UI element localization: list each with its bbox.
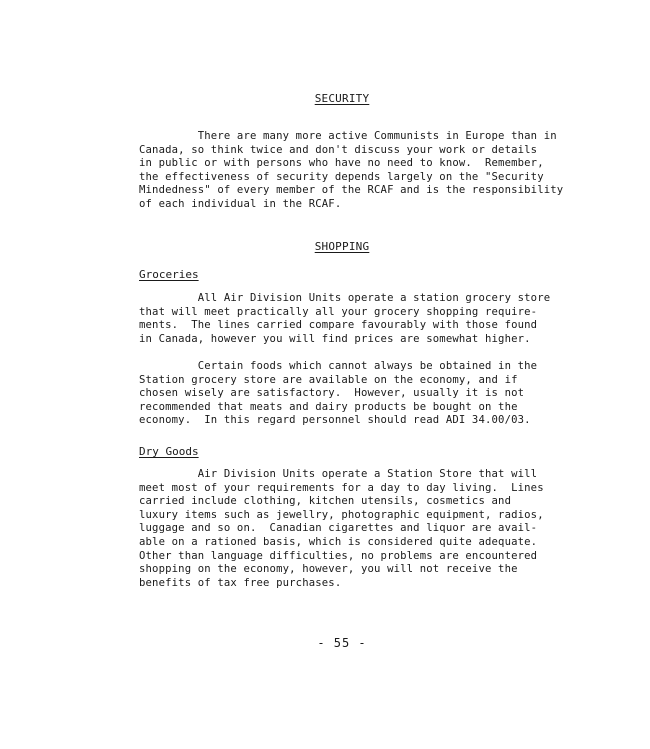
text-line: luxury items such as jewellry, photographic equipment, radios, bbox=[139, 508, 544, 521]
text-line: Certain foods which cannot always be obtained in the bbox=[139, 360, 538, 372]
shopping-heading: SHOPPING bbox=[314, 240, 370, 253]
text-line: economy. In this regard personnel should read ADI 34.00/03. bbox=[139, 414, 531, 427]
security-paragraph bbox=[139, 130, 579, 212]
text-line: that will meet practically all your grocery shopping require- bbox=[139, 305, 538, 318]
text-line: Other than language difficulties, no problems are encountered bbox=[139, 549, 538, 562]
text-line: chosen wisely are satisfactory. However, usually it is not bbox=[139, 387, 525, 400]
text-line: Air Division Units operate a Station Store that will bbox=[139, 468, 538, 480]
text-line: Mindedness" of every member of the RCAF and is the responsibility bbox=[139, 184, 564, 197]
text-line: able on a rationed basis, which is considered quite adequate. bbox=[139, 535, 538, 548]
text-line: the effectiveness of security depends largely on the "Security bbox=[139, 170, 544, 183]
text-line: shopping on the economy, however, you will not receive the bbox=[139, 563, 518, 576]
text-line: Station grocery store are available on the economy, and if bbox=[139, 373, 518, 386]
text-line: benefits of tax free purchases. bbox=[139, 576, 342, 589]
page-number: - 55 - bbox=[317, 636, 367, 650]
security-heading: SECURITY bbox=[314, 92, 370, 105]
text-line: meet most of your requirements for a day to day living. Lines bbox=[139, 481, 544, 494]
text-line: There are many more active Communists in Europe than in bbox=[139, 130, 557, 142]
text-line: recommended that meats and dairy products be bought on the bbox=[139, 400, 518, 413]
groceries-subheading: Groceries bbox=[139, 268, 199, 281]
text-line: in public or with persons who have no need to know. Remember, bbox=[139, 157, 544, 170]
groceries-paragraph-1 bbox=[139, 292, 579, 346]
text-line: All Air Division Units operate a station grocery store bbox=[139, 292, 551, 304]
dry-goods-paragraph bbox=[139, 468, 579, 590]
text-line: in Canada, however you will find prices are somewhat higher. bbox=[139, 332, 531, 345]
groceries-paragraph-2 bbox=[139, 360, 579, 428]
text-line: ments. The lines carried compare favourably with those found bbox=[139, 319, 538, 332]
text-line: Canada, so think twice and don't discuss your work or details bbox=[139, 143, 538, 156]
text-line: carried include clothing, kitchen utensils, cosmetics and bbox=[139, 495, 512, 508]
text-line: luggage and so on. Canadian cigarettes and liquor are avail- bbox=[139, 522, 538, 535]
text-line: of each individual in the RCAF. bbox=[139, 197, 342, 210]
dry-goods-subheading: Dry Goods bbox=[139, 445, 199, 458]
